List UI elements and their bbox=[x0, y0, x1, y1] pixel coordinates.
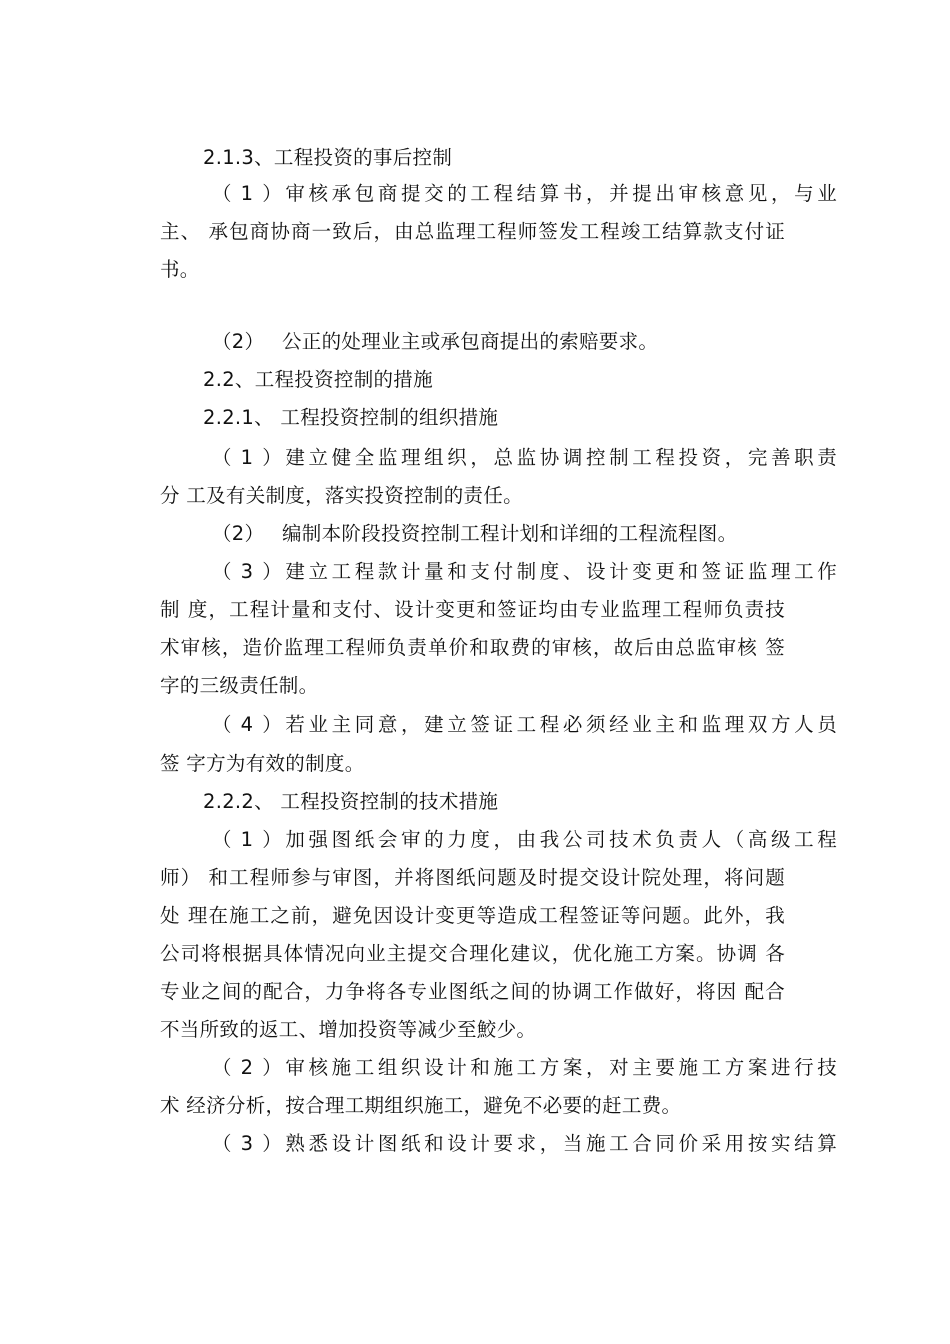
paragraph-line bbox=[212, 445, 837, 471]
paragraph-line: 术审核，造价监理工程师负责单价和取费的审核，故后由总监审核 签 bbox=[160, 636, 785, 659]
paragraph-line: 师） 和工程师参与审图，并将图纸问题及时提交设计院处理，将问题 bbox=[160, 866, 785, 889]
paragraph-text: 审核施工组织设计和施工方案，对主要施工方案进行技 bbox=[282, 1056, 837, 1079]
item-number: （3） bbox=[212, 1132, 282, 1155]
item-number: （1） bbox=[212, 182, 282, 205]
paragraph-line: 专业之间的配合，力争将各专业图纸之间的协调工作做好，将因 配合 bbox=[160, 980, 785, 1003]
paragraph-line: 签 字方为有效的制度。 bbox=[160, 752, 365, 775]
paragraph-line bbox=[212, 521, 837, 547]
paragraph-text: 建立工程款计量和支付制度、设计变更和签证监理工作 bbox=[282, 560, 837, 583]
paragraph-line bbox=[212, 1131, 837, 1157]
section-2-2-1-heading: 2.2.1、 工程投资控制的组织措施 bbox=[203, 406, 499, 429]
item-number: （1） bbox=[212, 446, 282, 469]
item-number: （4） bbox=[212, 713, 282, 736]
paragraph-line bbox=[212, 827, 837, 853]
paragraph-text: 若业主同意，建立签证工程必须经业主和监理双方人员 bbox=[282, 713, 837, 736]
section-2-2-heading: 2.2、工程投资控制的措施 bbox=[203, 368, 433, 391]
item-number: （2） bbox=[212, 522, 265, 545]
paragraph-text: 审核承包商提交的工程结算书，并提出审核意见，与业 bbox=[282, 182, 837, 205]
paragraph-text: 熟悉设计图纸和设计要求，当施工合同价采用按实结算 bbox=[282, 1132, 837, 1155]
paragraph-line: 不当所致的返工、增加投资等减少至鮫少。 bbox=[160, 1018, 537, 1041]
paragraph-line: 书。 bbox=[160, 258, 200, 281]
paragraph-line: 主、 承包商协商一致后，由总监理工程师签发工程竣工结算款支付证 bbox=[160, 220, 785, 243]
paragraph-line: 分 工及有关制度，落实投资控制的责任。 bbox=[160, 484, 523, 507]
paragraph-line bbox=[212, 712, 837, 738]
paragraph-text: 编制本阶段投资控制工程计划和详细的工程流程图。 bbox=[282, 522, 738, 545]
paragraph-line: 公司将根据具体情况向业主提交合理化建议，优化施工方案。协调 各 bbox=[160, 942, 785, 965]
item-number: （1） bbox=[212, 828, 282, 851]
paragraph-text: 建立健全监理组织，总监协调控制工程投资，完善职责 bbox=[282, 446, 837, 469]
paragraph-line: 处 理在施工之前，避免因设计变更等造成工程签证等问题。此外，我 bbox=[160, 904, 785, 927]
item-number: （2） bbox=[212, 1056, 282, 1079]
paragraph-line: 制 度，工程计量和支付、设计变更和签证均由专业监理工程师负责技 bbox=[160, 598, 785, 621]
section-2-1-3-heading: 2.1.3、工程投资的事后控制 bbox=[203, 146, 453, 169]
paragraph-line: 术 经济分析，按合理工期组织施工，避免不必要的赶工费。 bbox=[160, 1094, 682, 1117]
paragraph-text: 公正的处理业主或承包商提出的索赔要求。 bbox=[282, 330, 659, 353]
paragraph-text: 加强图纸会审的力度，由我公司技术负责人（高级工程 bbox=[282, 828, 837, 851]
paragraph-line bbox=[212, 1055, 837, 1081]
item-number: （2） bbox=[212, 330, 265, 353]
paragraph-line: 字的三级责任制。 bbox=[160, 674, 319, 697]
paragraph-line bbox=[212, 329, 837, 355]
paragraph-line bbox=[212, 559, 837, 585]
item-number: （3） bbox=[212, 560, 282, 583]
paragraph-line bbox=[212, 181, 837, 207]
section-2-2-2-heading: 2.2.2、 工程投资控制的技术措施 bbox=[203, 790, 499, 813]
